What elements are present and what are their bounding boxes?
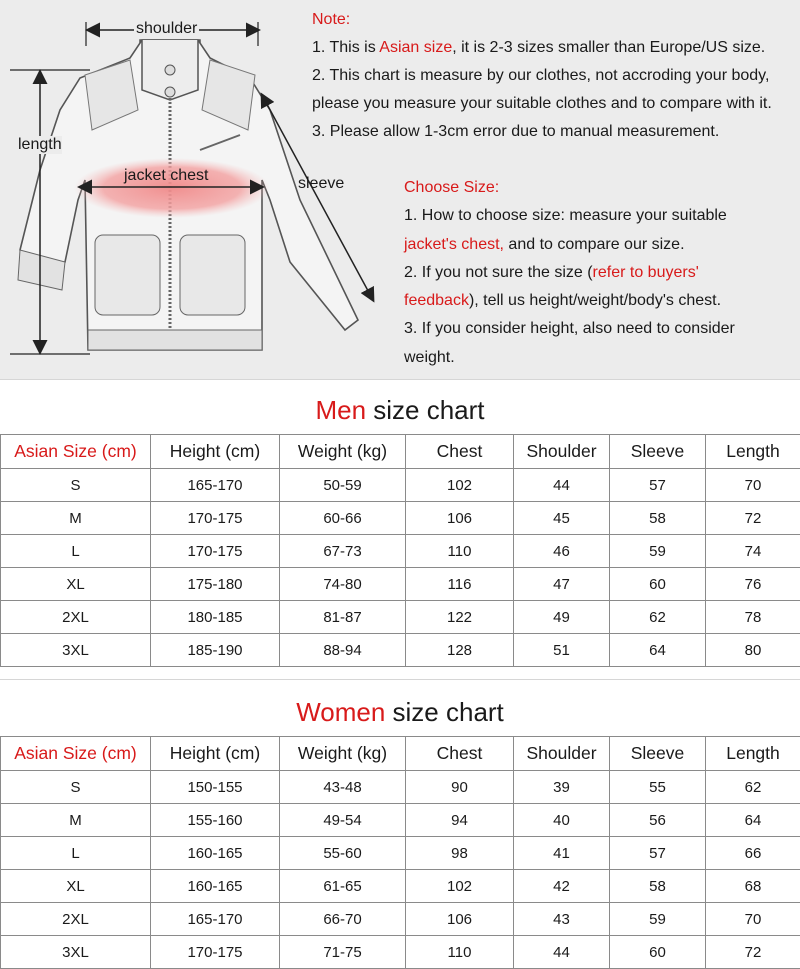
- choose-line-3: [404, 259, 796, 287]
- cell-height: 165-170: [151, 469, 280, 502]
- cell-height: 180-185: [151, 601, 280, 634]
- cell-height: 170-175: [151, 502, 280, 535]
- table-row: [1, 936, 800, 969]
- cell-length: 72: [706, 502, 800, 535]
- column-header-asian-size: Asian Size (cm): [1, 435, 151, 469]
- table-row: [1, 771, 800, 804]
- column-header-shoulder: Shoulder: [514, 435, 610, 469]
- cell-weight: 55-60: [280, 837, 406, 870]
- table-row: [1, 535, 800, 568]
- women-size-chart-title: [0, 688, 800, 736]
- cell-chest: 106: [406, 502, 514, 535]
- cell-sleeve: 60: [610, 568, 706, 601]
- cell-length: 80: [706, 634, 800, 667]
- women-title-rest: size chart: [385, 697, 504, 727]
- jackets-chest-highlight: jacket's chest,: [404, 236, 504, 253]
- note-line-4: 3. Please allow 1-3cm error due to manual measurement.: [312, 118, 798, 146]
- cell-weight: 49-54: [280, 804, 406, 837]
- cell-shoulder: 39: [514, 771, 610, 804]
- column-header-height: Height (cm): [151, 737, 280, 771]
- cell-asian-size: S: [1, 469, 151, 502]
- cell-length: 70: [706, 469, 800, 502]
- cell-sleeve: 56: [610, 804, 706, 837]
- cell-weight: 50-59: [280, 469, 406, 502]
- women-header-row: [1, 737, 800, 771]
- measurement-guide-panel: [0, 0, 800, 380]
- choose-line-6: weight.: [404, 344, 796, 372]
- choose-line-4: [404, 287, 796, 315]
- cell-asian-size: M: [1, 502, 151, 535]
- cell-length: 68: [706, 870, 800, 903]
- cell-weight: 60-66: [280, 502, 406, 535]
- men-title-highlight: Men: [315, 395, 366, 425]
- table-row: [1, 837, 800, 870]
- column-header-sleeve: Sleeve: [610, 435, 706, 469]
- note-heading: Note:: [312, 6, 798, 34]
- cell-shoulder: 45: [514, 502, 610, 535]
- men-size-chart-title: [0, 386, 800, 434]
- cell-length: 78: [706, 601, 800, 634]
- feedback-highlight: feedback: [404, 292, 469, 309]
- cell-weight: 43-48: [280, 771, 406, 804]
- cell-length: 76: [706, 568, 800, 601]
- cell-shoulder: 43: [514, 903, 610, 936]
- cell-asian-size: 3XL: [1, 936, 151, 969]
- cell-height: 155-160: [151, 804, 280, 837]
- table-row: [1, 870, 800, 903]
- women-title-highlight: Women: [296, 697, 385, 727]
- cell-sleeve: 55: [610, 771, 706, 804]
- cell-weight: 66-70: [280, 903, 406, 936]
- choose-size-heading: Choose Size:: [404, 174, 796, 202]
- cell-chest: 106: [406, 903, 514, 936]
- cell-chest: 116: [406, 568, 514, 601]
- cell-shoulder: 44: [514, 936, 610, 969]
- men-size-table: [0, 434, 800, 667]
- shoulder-label: shoulder: [134, 20, 199, 38]
- cell-asian-size: M: [1, 804, 151, 837]
- cell-chest: 102: [406, 469, 514, 502]
- cell-sleeve: 58: [610, 502, 706, 535]
- cell-asian-size: L: [1, 837, 151, 870]
- choose-line-2: [404, 231, 796, 259]
- cell-asian-size: 3XL: [1, 634, 151, 667]
- note-line-1: [312, 34, 798, 62]
- men-header-row: [1, 435, 800, 469]
- cell-shoulder: 44: [514, 469, 610, 502]
- length-label: length: [18, 136, 62, 154]
- cell-shoulder: 41: [514, 837, 610, 870]
- cell-chest: 110: [406, 936, 514, 969]
- choose-size-block: [404, 174, 796, 372]
- cell-asian-size: XL: [1, 568, 151, 601]
- cell-sleeve: 64: [610, 634, 706, 667]
- asian-size-highlight: Asian size: [379, 39, 452, 56]
- cell-length: 72: [706, 936, 800, 969]
- cell-height: 150-155: [151, 771, 280, 804]
- choose-line-3-text: 2. If you not sure the size (: [404, 264, 593, 281]
- cell-chest: 128: [406, 634, 514, 667]
- note-line-3: please you measure your suitable clothes and to compare with it.: [312, 90, 798, 118]
- cell-chest: 98: [406, 837, 514, 870]
- cell-length: 62: [706, 771, 800, 804]
- cell-shoulder: 51: [514, 634, 610, 667]
- column-header-length: Length: [706, 435, 800, 469]
- cell-weight: 71-75: [280, 936, 406, 969]
- cell-weight: 74-80: [280, 568, 406, 601]
- women-size-table: [0, 736, 800, 969]
- cell-shoulder: 49: [514, 601, 610, 634]
- cell-weight: 81-87: [280, 601, 406, 634]
- cell-sleeve: 59: [610, 903, 706, 936]
- note-line-2: 2. This chart is measure by our clothes, not accroding your body,: [312, 62, 798, 90]
- column-header-sleeve: Sleeve: [610, 737, 706, 771]
- note-line-1-text: 1. This is: [312, 39, 379, 56]
- column-header-weight: Weight (kg): [280, 435, 406, 469]
- cell-weight: 61-65: [280, 870, 406, 903]
- choose-line-2-text: and to compare our size.: [504, 236, 685, 253]
- choose-line-4-text: ), tell us height/weight/body's chest.: [469, 292, 721, 309]
- cell-sleeve: 60: [610, 936, 706, 969]
- cell-shoulder: 46: [514, 535, 610, 568]
- cell-height: 160-165: [151, 837, 280, 870]
- column-header-chest: Chest: [406, 737, 514, 771]
- men-title-rest: size chart: [366, 395, 485, 425]
- cell-chest: 122: [406, 601, 514, 634]
- cell-asian-size: 2XL: [1, 903, 151, 936]
- cell-sleeve: 58: [610, 870, 706, 903]
- cell-length: 66: [706, 837, 800, 870]
- cell-length: 70: [706, 903, 800, 936]
- cell-height: 175-180: [151, 568, 280, 601]
- choose-line-1: 1. How to choose size: measure your suitable: [404, 202, 796, 230]
- table-row: [1, 568, 800, 601]
- cell-length: 64: [706, 804, 800, 837]
- note-line-1-text-end: , it is 2-3 sizes smaller than Europe/US size.: [452, 39, 765, 56]
- cell-sleeve: 62: [610, 601, 706, 634]
- cell-sleeve: 59: [610, 535, 706, 568]
- column-header-shoulder: Shoulder: [514, 737, 610, 771]
- cell-asian-size: XL: [1, 870, 151, 903]
- cell-height: 160-165: [151, 870, 280, 903]
- sleeve-label: sleeve: [298, 175, 344, 193]
- cell-height: 170-175: [151, 936, 280, 969]
- buyers-feedback-highlight: refer to buyers': [593, 264, 699, 281]
- column-header-weight: Weight (kg): [280, 737, 406, 771]
- table-row: [1, 502, 800, 535]
- cell-asian-size: L: [1, 535, 151, 568]
- cell-length: 74: [706, 535, 800, 568]
- cell-height: 185-190: [151, 634, 280, 667]
- jacket-chest-label: jacket chest: [124, 167, 208, 185]
- table-row: [1, 903, 800, 936]
- cell-weight: 88-94: [280, 634, 406, 667]
- note-block: [312, 6, 798, 146]
- cell-sleeve: 57: [610, 469, 706, 502]
- cell-height: 165-170: [151, 903, 280, 936]
- cell-chest: 102: [406, 870, 514, 903]
- cell-weight: 67-73: [280, 535, 406, 568]
- column-header-chest: Chest: [406, 435, 514, 469]
- choose-line-5: 3. If you consider height, also need to consider: [404, 315, 796, 343]
- cell-shoulder: 47: [514, 568, 610, 601]
- column-header-height: Height (cm): [151, 435, 280, 469]
- cell-asian-size: 2XL: [1, 601, 151, 634]
- column-header-length: Length: [706, 737, 800, 771]
- cell-shoulder: 40: [514, 804, 610, 837]
- column-header-asian-size: Asian Size (cm): [1, 737, 151, 771]
- table-row: [1, 469, 800, 502]
- cell-chest: 94: [406, 804, 514, 837]
- table-row: [1, 601, 800, 634]
- cell-chest: 90: [406, 771, 514, 804]
- table-row: [1, 804, 800, 837]
- table-row: [1, 634, 800, 667]
- cell-sleeve: 57: [610, 837, 706, 870]
- cell-shoulder: 42: [514, 870, 610, 903]
- cell-asian-size: S: [1, 771, 151, 804]
- cell-chest: 110: [406, 535, 514, 568]
- cell-height: 170-175: [151, 535, 280, 568]
